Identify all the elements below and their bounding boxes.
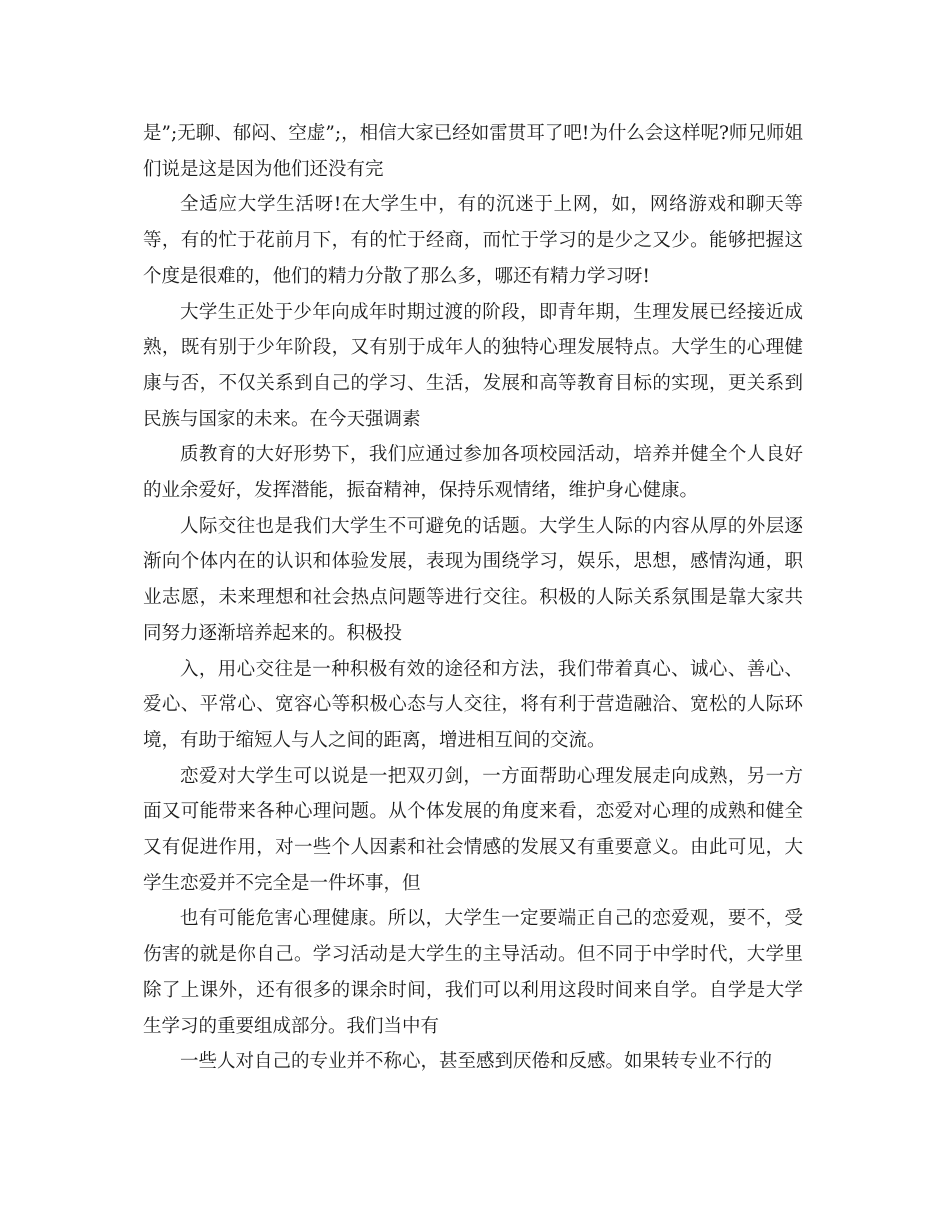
paragraph: 人际交往也是我们大学生不可避免的话题。大学生人际的内容从厚的外层逐渐向个体内在的认识和体验发展，表现为围绕学习，娱乐，思想，感情沟通，职业志愿，未来理想和社会热点问题等进行交往。积极的人际关系氛围是靠大家共同努力逐渐培养起来的。积极投	[143, 515, 803, 644]
paragraph: 全适应大学生活呀!在大学生中，有的沉迷于上网，如，网络游戏和聊天等等，有的忙于花前月下，有的忙于经商，而忙于学习的是少之又少。能够把握这个度是很难的，他们的精力分散了那么多，哪还有精力学习呀!	[143, 194, 803, 287]
paragraph: 大学生正处于少年向成年时期过渡的阶段，即青年期，生理发展已经接近成熟，既有别于少年阶段，又有别于成年人的独特心理发展特点。大学生的心理健康与否，不仅关系到自己的学习、生活，发展和高等教育目标的实现，更关系到民族与国家的未来。在今天强调素	[143, 301, 803, 430]
document-body	[143, 116, 803, 1080]
paragraph: 入，用心交往是一种积极有效的途径和方法，我们带着真心、诚心、善心、爱心、平常心、宽容心等积极心态与人交往，将有利于营造融洽、宽松的人际环境，有助于缩短人与人之间的距离，增进相互间的交流。	[143, 658, 803, 751]
paragraph: 一些人对自己的专业并不称心，甚至感到厌倦和反感。如果转专业不行的	[180, 1051, 773, 1073]
paragraph: 恋爱对大学生可以说是一把双刃剑，一方面帮助心理发展走向成熟，另一方面又可能带来各种心理问题。从个体发展的角度来看，恋爱对心理的成熟和健全又有促进作用，对一些个人因素和社会情感的发展又有重要意义。由此可见，大学生恋爱并不完全是一件坏事，但	[143, 765, 803, 894]
paragraph: 也有可能危害心理健康。所以，大学生一定要端正自己的恋爱观，要不，受伤害的就是你自己。学习活动是大学生的主导活动。但不同于中学时代，大学里除了上课外，还有很多的课余时间，我们可以利用这段时间来自学。自学是大学生学习的重要组成部分。我们当中有	[143, 908, 803, 1037]
paragraph: 是”;无聊、郁闷、空虚”;，相信大家已经如雷贯耳了吧!为什么会这样呢?师兄师姐们说是这是因为他们还没有完	[143, 123, 803, 180]
paragraph: 质教育的大好形势下，我们应通过参加各项校园活动，培养并健全个人良好的业余爱好，发挥潜能，振奋精神，保持乐观情绪，维护身心健康。	[143, 444, 803, 502]
